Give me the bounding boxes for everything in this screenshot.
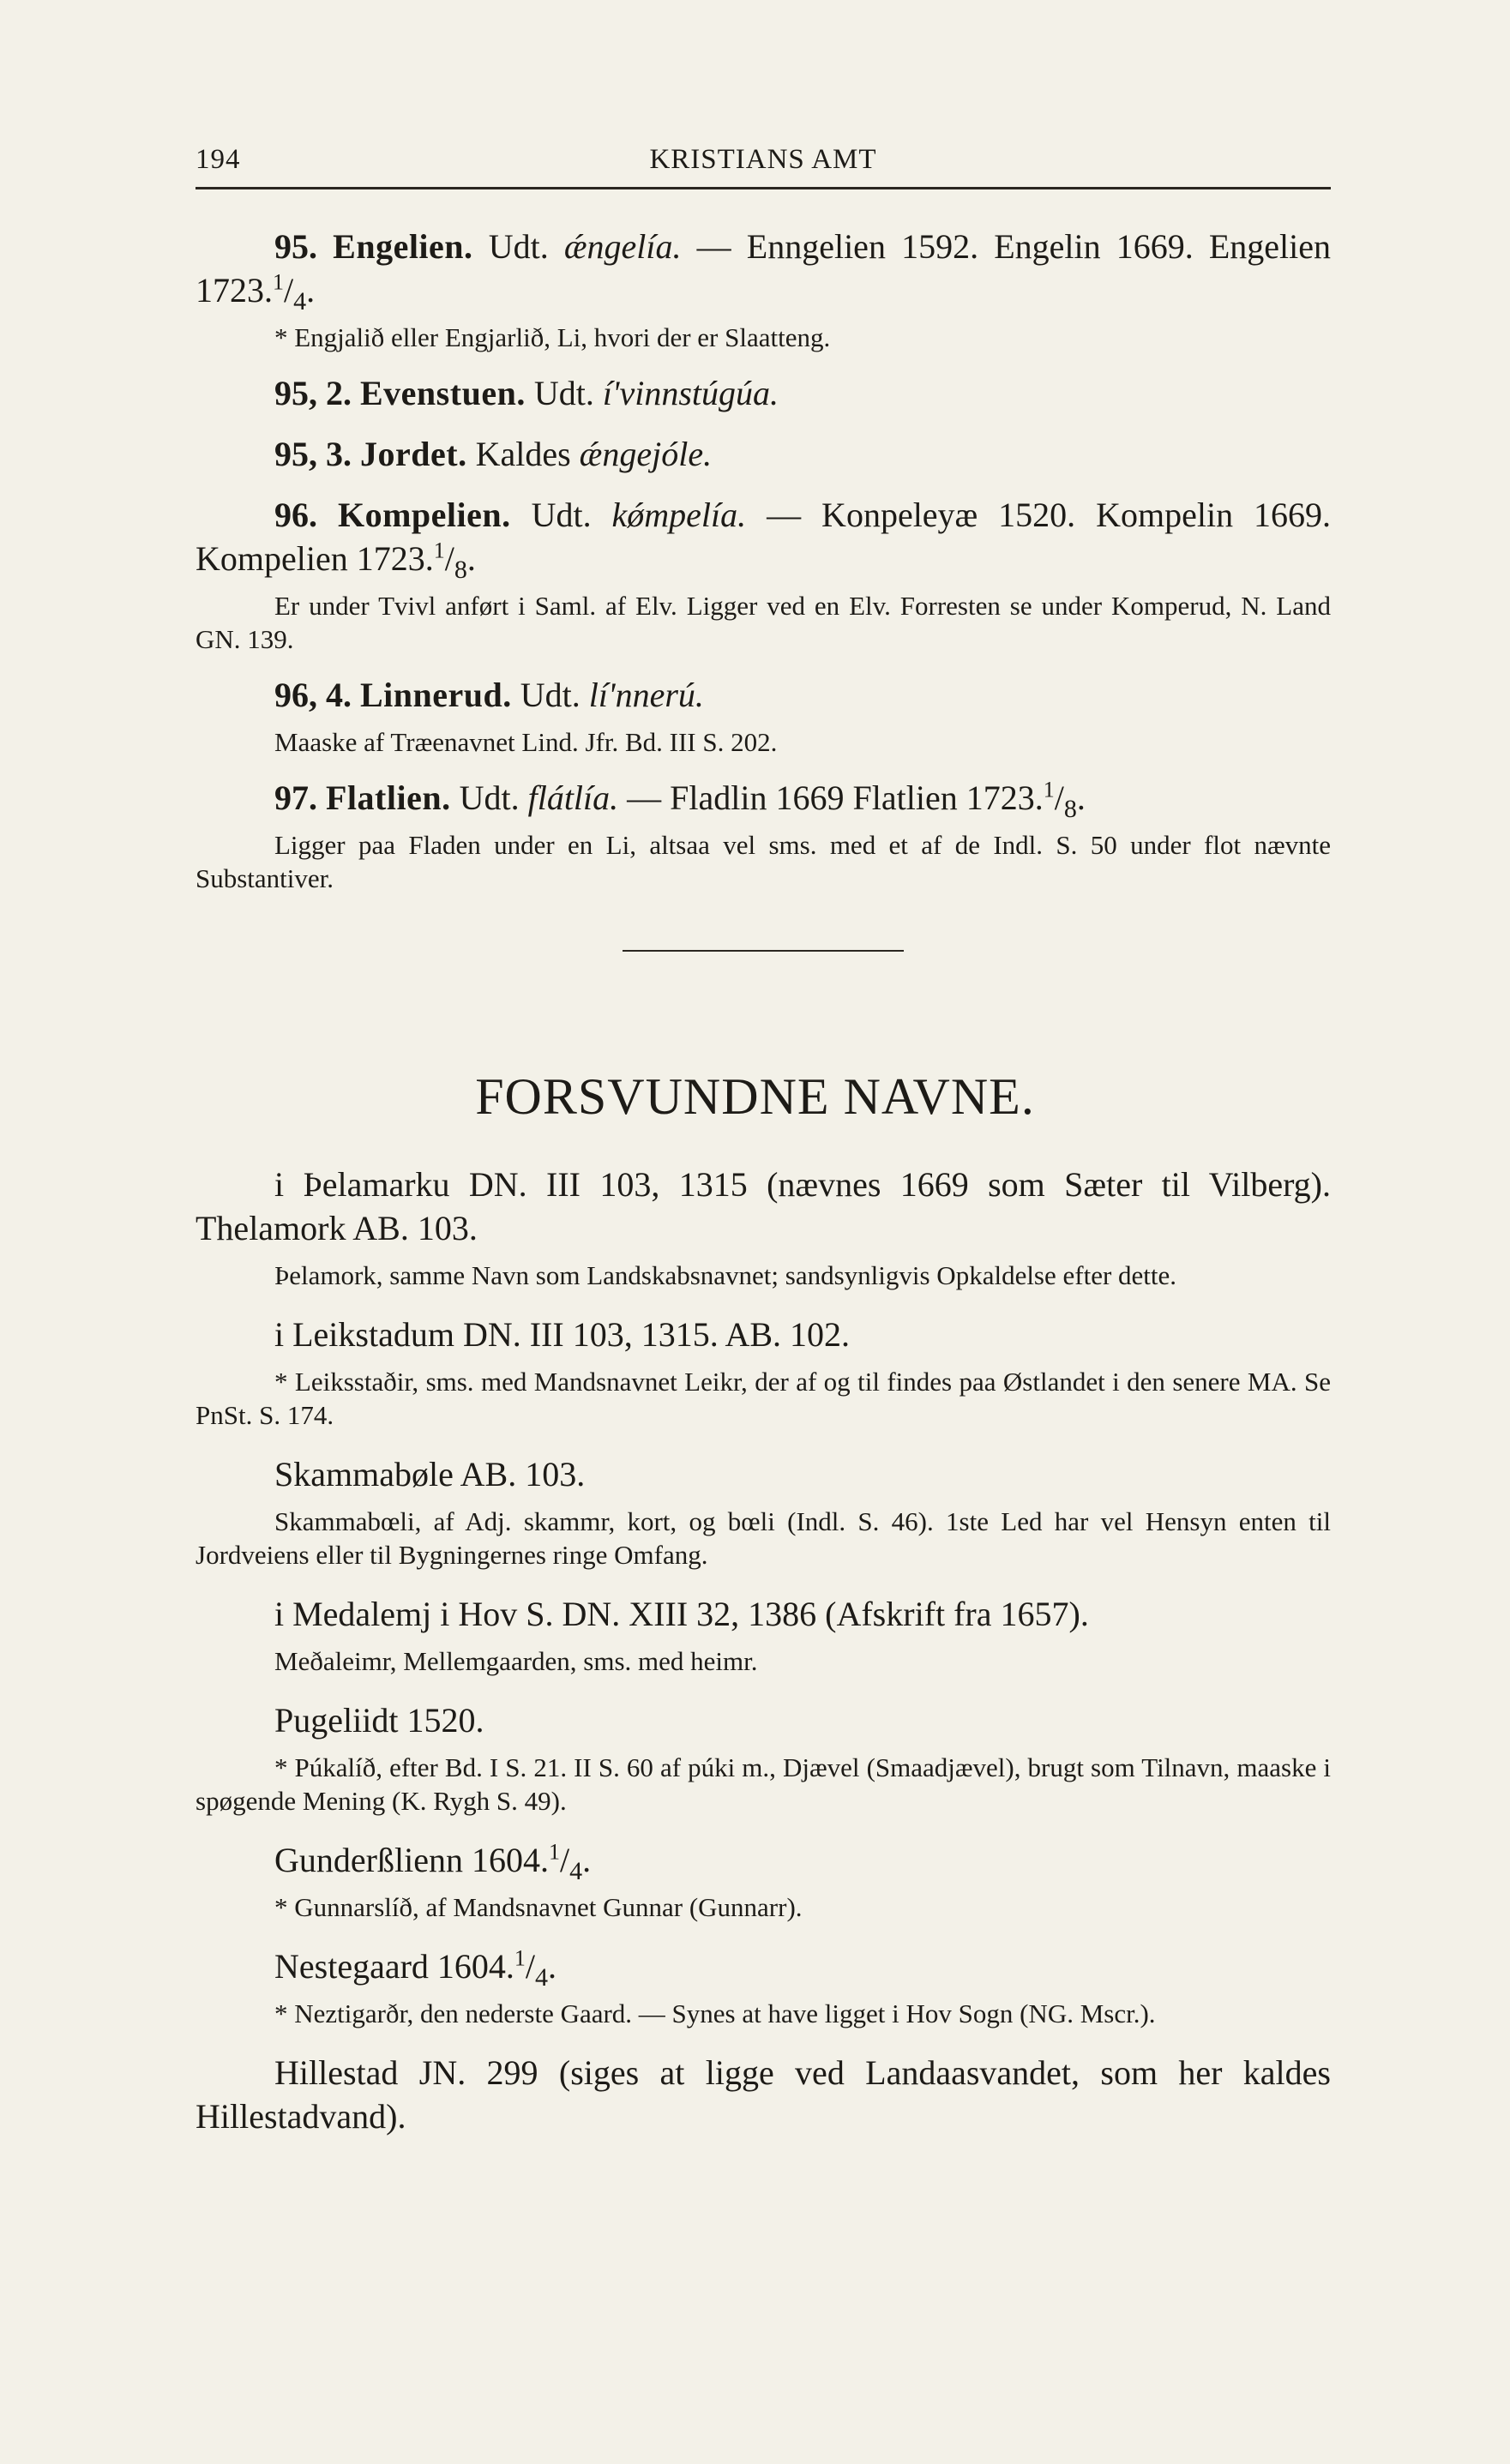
- lost-names-list: [196, 1163, 1331, 2138]
- fraction: $^1/_8$.: [433, 538, 476, 584]
- lost-name-note: Skammabœli, af Adj. skammr, kort, og bœli (Indl. S. 46). 1ste Led har vel Hensyn enten til Jordveiens eller til Bygningernes ringe Omfang.: [196, 1506, 1331, 1570]
- fraction: $^1/_4$.: [548, 1839, 592, 1885]
- pronunciation: kǿmpelía.: [611, 496, 747, 534]
- entry-number: 96.: [274, 496, 317, 534]
- pronunciation: í'vinnstúgúa.: [602, 374, 779, 412]
- entry-line: [196, 432, 1331, 476]
- section-title: FORSVUNDNE NAVNE.: [475, 1068, 1035, 1125]
- lost-name-text: i Þelamarku DN. III 103, 1315 (nævnes 1669 som Sæter til Vilberg). Thelamork AB. 103.: [196, 1165, 1331, 1247]
- fraction-numerator: 1: [1043, 777, 1055, 802]
- lost-name-line: [196, 1838, 1331, 1885]
- entry-name: Evenstuen.: [360, 374, 526, 412]
- lost-name-text: i Leikstadum DN. III 103, 1315. AB. 102.: [274, 1315, 851, 1354]
- entry-line: [196, 371, 1331, 415]
- pronunciation: ǽngejóle.: [579, 435, 713, 473]
- fraction-numerator: 1: [273, 269, 284, 295]
- farm-entries: [196, 225, 1331, 895]
- entry-line: [196, 776, 1331, 823]
- entry-prefix: Kaldes: [475, 435, 571, 473]
- lost-name-line: [196, 1698, 1331, 1742]
- pronunciation: lí'nnerú.: [588, 676, 704, 714]
- entry-line: [196, 225, 1332, 316]
- fraction-denominator: 8: [1063, 795, 1077, 823]
- page-number: 194: [196, 144, 241, 175]
- entry-note: Er under Tvivl anført i Saml. af Elv. Ligger ved en Elv. Forresten se under Komperud, N. Land GN. 139.: [196, 591, 1331, 654]
- entry-name: Kompelien.: [337, 496, 511, 534]
- lost-name-note: Meðaleimr, Mellemgaarden, sms. med heimr.: [274, 1646, 758, 1676]
- fraction: $^1/_8$.: [1043, 777, 1086, 823]
- lost-name-note: * Gunnarslíð, af Mandsnavnet Gunnar (Gunnarr).: [274, 1892, 803, 1922]
- lost-name-text: Pugeliidt 1520.: [274, 1701, 484, 1740]
- page-header: [196, 137, 1331, 185]
- entry-name: Flatlien.: [326, 778, 451, 817]
- fraction: $^1/_4$.: [273, 269, 316, 316]
- fraction-denominator: 4: [569, 1857, 583, 1885]
- header-rule: [196, 187, 1331, 189]
- lost-name-line: [196, 1592, 1331, 1636]
- entry-prefix: Udt.: [459, 778, 520, 817]
- entry-note: Ligger paa Fladen under en Li, altsaa vel sms. med et af de Indl. S. 50 under flot nævnte Substantiver.: [196, 830, 1331, 893]
- lost-name-text: Nestegaard 1604.: [274, 1947, 514, 1986]
- fraction-denominator: 4: [535, 1963, 549, 1992]
- entry-number: 96, 4.: [274, 676, 352, 714]
- lost-name-note: Þelamork, samme Navn som Landskabsnavnet; sandsynligvis Opkaldelse efter dette.: [274, 1260, 1177, 1290]
- fraction-numerator: 1: [548, 1839, 560, 1865]
- fraction-numerator: 1: [433, 538, 445, 563]
- lost-name-line: [196, 2051, 1331, 2138]
- fraction-numerator: 1: [514, 1945, 526, 1971]
- fraction-denominator: 4: [293, 287, 307, 316]
- fraction-denominator: 8: [454, 556, 467, 584]
- lost-name-line: [196, 1163, 1331, 1250]
- entry-note: Maaske af Træenavnet Lind. Jfr. Bd. III S. 202.: [274, 727, 778, 757]
- entry-prefix: Udt.: [531, 496, 592, 534]
- entry-prefix: Udt.: [520, 676, 581, 714]
- running-title: KRISTIANS AMT: [649, 144, 877, 175]
- entry-name: Jordet.: [360, 435, 467, 473]
- lost-name-text: Gunderßlienn 1604.: [274, 1841, 549, 1879]
- lost-name-line: [196, 1944, 1331, 1992]
- entry-name: Linnerud.: [360, 676, 512, 714]
- lost-name-line: [196, 1452, 1331, 1496]
- lost-name-line: [196, 1313, 1331, 1356]
- lost-name-note: * Neztigarðr, den nederste Gaard. — Synes at have ligget i Hov Sogn (NG. Mscr.).: [274, 1998, 1156, 2028]
- historical-forms: — Konpeleyæ 1520. Kompelin 1669. Kompelien 1723.: [196, 496, 1332, 578]
- entry-number: 95.: [274, 227, 317, 266]
- entry-prefix: Udt.: [488, 227, 549, 266]
- entry-line: [196, 673, 1331, 717]
- historical-forms: — Fladlin 1669 Flatlien 1723.: [627, 778, 1044, 817]
- entry-prefix: Udt.: [533, 374, 594, 412]
- lost-name-note: * Leiksstaðir, sms. med Mandsnavnet Leikr, der af og til findes paa Østlandet i den senere MA. Se PnSt. S. 174.: [196, 1367, 1331, 1430]
- lost-name-text: Hillestad JN. 299 (siges at ligge ved Landaasvandet, som her kaldes Hillestadvand).: [196, 2053, 1331, 2136]
- pronunciation: flátlía.: [527, 778, 619, 817]
- fraction: $^1/_4$.: [514, 1945, 557, 1992]
- entry-number: 95, 3.: [274, 435, 352, 473]
- lost-name-text: Skammabøle AB. 103.: [274, 1455, 586, 1493]
- section-divider: [623, 950, 904, 952]
- entry-number: 95, 2.: [274, 374, 352, 412]
- lost-name-text: i Medalemj i Hov S. DN. XIII 32, 1386 (Afskrift fra 1657).: [274, 1595, 1089, 1633]
- lost-name-note: * Púkalíð, efter Bd. I S. 21. II S. 60 af púki m., Djævel (Smaadjævel), brugt som Tilnavn, maaske i spøgende Mening (K. Rygh S. 49).: [196, 1752, 1331, 1816]
- entry-name: Engelien.: [333, 227, 473, 266]
- entry-line: [196, 493, 1332, 584]
- historical-forms: — Enngelien 1592. Engelin 1669. Engelien 1723.: [196, 227, 1332, 310]
- pronunciation: ǽngelía.: [563, 227, 682, 266]
- entry-note: * Engjalið eller Engjarlið, Li, hvori der er Slaatteng.: [274, 322, 831, 352]
- entry-number: 97.: [274, 778, 317, 817]
